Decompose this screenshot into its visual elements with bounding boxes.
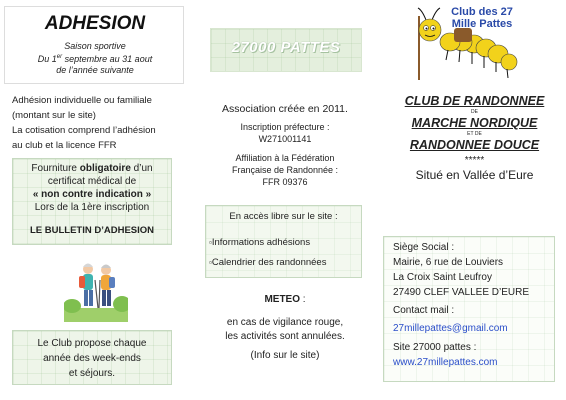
website-link[interactable]: www.27millepattes.com: [393, 357, 498, 368]
contact-label: Contact mail :: [393, 305, 455, 316]
prefecture-number: W271001141: [258, 134, 312, 144]
medical-line-3: « non contre indication »: [32, 189, 152, 200]
free-access-item: ▫Calendrier des randonnées: [209, 257, 327, 268]
association-created: Association créée en 2011.: [222, 103, 348, 115]
meteo-info: (Info sur le site): [250, 350, 320, 361]
medical-line-2: certificat médical de: [47, 176, 137, 187]
adhesion-line: La cotisation comprend l’adhésion: [12, 125, 156, 136]
banner-title: 27000 PATTES: [231, 39, 341, 56]
season-line-2: Du 1er septembre au 31 aout: [37, 54, 153, 64]
email-link[interactable]: 27millepattes@gmail.com: [393, 323, 508, 334]
medical-line-1: Fourniture obligatoire d’un: [31, 163, 153, 174]
affiliation-line: Française de Randonnée :: [231, 165, 339, 175]
hikers-illustration: [64, 256, 128, 322]
siege-address-line: Mairie, 6 rue de Louviers: [393, 257, 504, 268]
club-offers-line: Le Club propose chaque: [37, 338, 147, 349]
affiliation-line: FFR 09376: [262, 177, 308, 187]
club-offers-line: année des week-ends: [43, 353, 141, 364]
club-logo: [410, 4, 520, 84]
logo-text-line: Club des 27: [451, 6, 513, 18]
logo-text-line: Mille Pattes: [451, 18, 513, 30]
randonnee-douce: RANDONNEE DOUCE: [409, 138, 540, 152]
marche-nordique: MARCHE NORDIQUE: [411, 116, 538, 130]
siege-social-box: [383, 236, 555, 382]
club-de-randonnee: CLUB DE RANDONNEE: [404, 94, 545, 108]
location-text: Situé en Vallée d’Eure: [415, 168, 534, 182]
adhesion-line: (montant sur le site): [12, 110, 96, 121]
adhesion-line: au club et la licence FFR: [12, 140, 117, 151]
word-et-de: ET DE: [467, 131, 482, 137]
free-access-title: En accès libre sur le site :: [229, 211, 338, 222]
siege-address-line: La Croix Saint Leufroy: [393, 272, 492, 283]
free-access-item: ▫Informations adhésions: [209, 237, 311, 248]
medical-line-4: Lors de la 1ère inscription: [34, 202, 150, 213]
siege-address-line: 27490 CLEF VALLEE D’EURE: [393, 287, 529, 298]
bulletin-adhesion: LE BULLETIN D’ADHESION: [29, 225, 155, 236]
adhesion-title: ADHESION: [44, 13, 146, 34]
siege-title: Siège Social :: [393, 242, 455, 253]
meteo-line: les activités sont annulées.: [225, 331, 345, 342]
banner-27000-pattes: [210, 28, 362, 72]
free-access-box: [205, 205, 362, 278]
affiliation-line: Affiliation à la Fédération: [235, 153, 335, 163]
site-label: Site 27000 pattes :: [393, 342, 477, 353]
adhesion-line: Adhésion individuelle ou familiale: [12, 95, 152, 106]
club-offers-box: [12, 330, 172, 385]
season-line-1: Saison sportive: [64, 41, 126, 51]
word-de: DE: [471, 109, 478, 115]
meteo-line: en cas de vigilance rouge,: [226, 317, 344, 328]
adhesion-header-box: [4, 6, 184, 84]
adhesion-info: [12, 93, 187, 153]
stars-separator: *****: [464, 155, 485, 166]
meteo-heading: METEO :: [264, 294, 306, 305]
club-offers-line: et séjours.: [68, 368, 116, 379]
prefecture-label: Inscription préfecture :: [240, 122, 330, 132]
season-line-3: de l’année suivante: [56, 65, 134, 75]
medical-certificate-box: [12, 158, 172, 245]
